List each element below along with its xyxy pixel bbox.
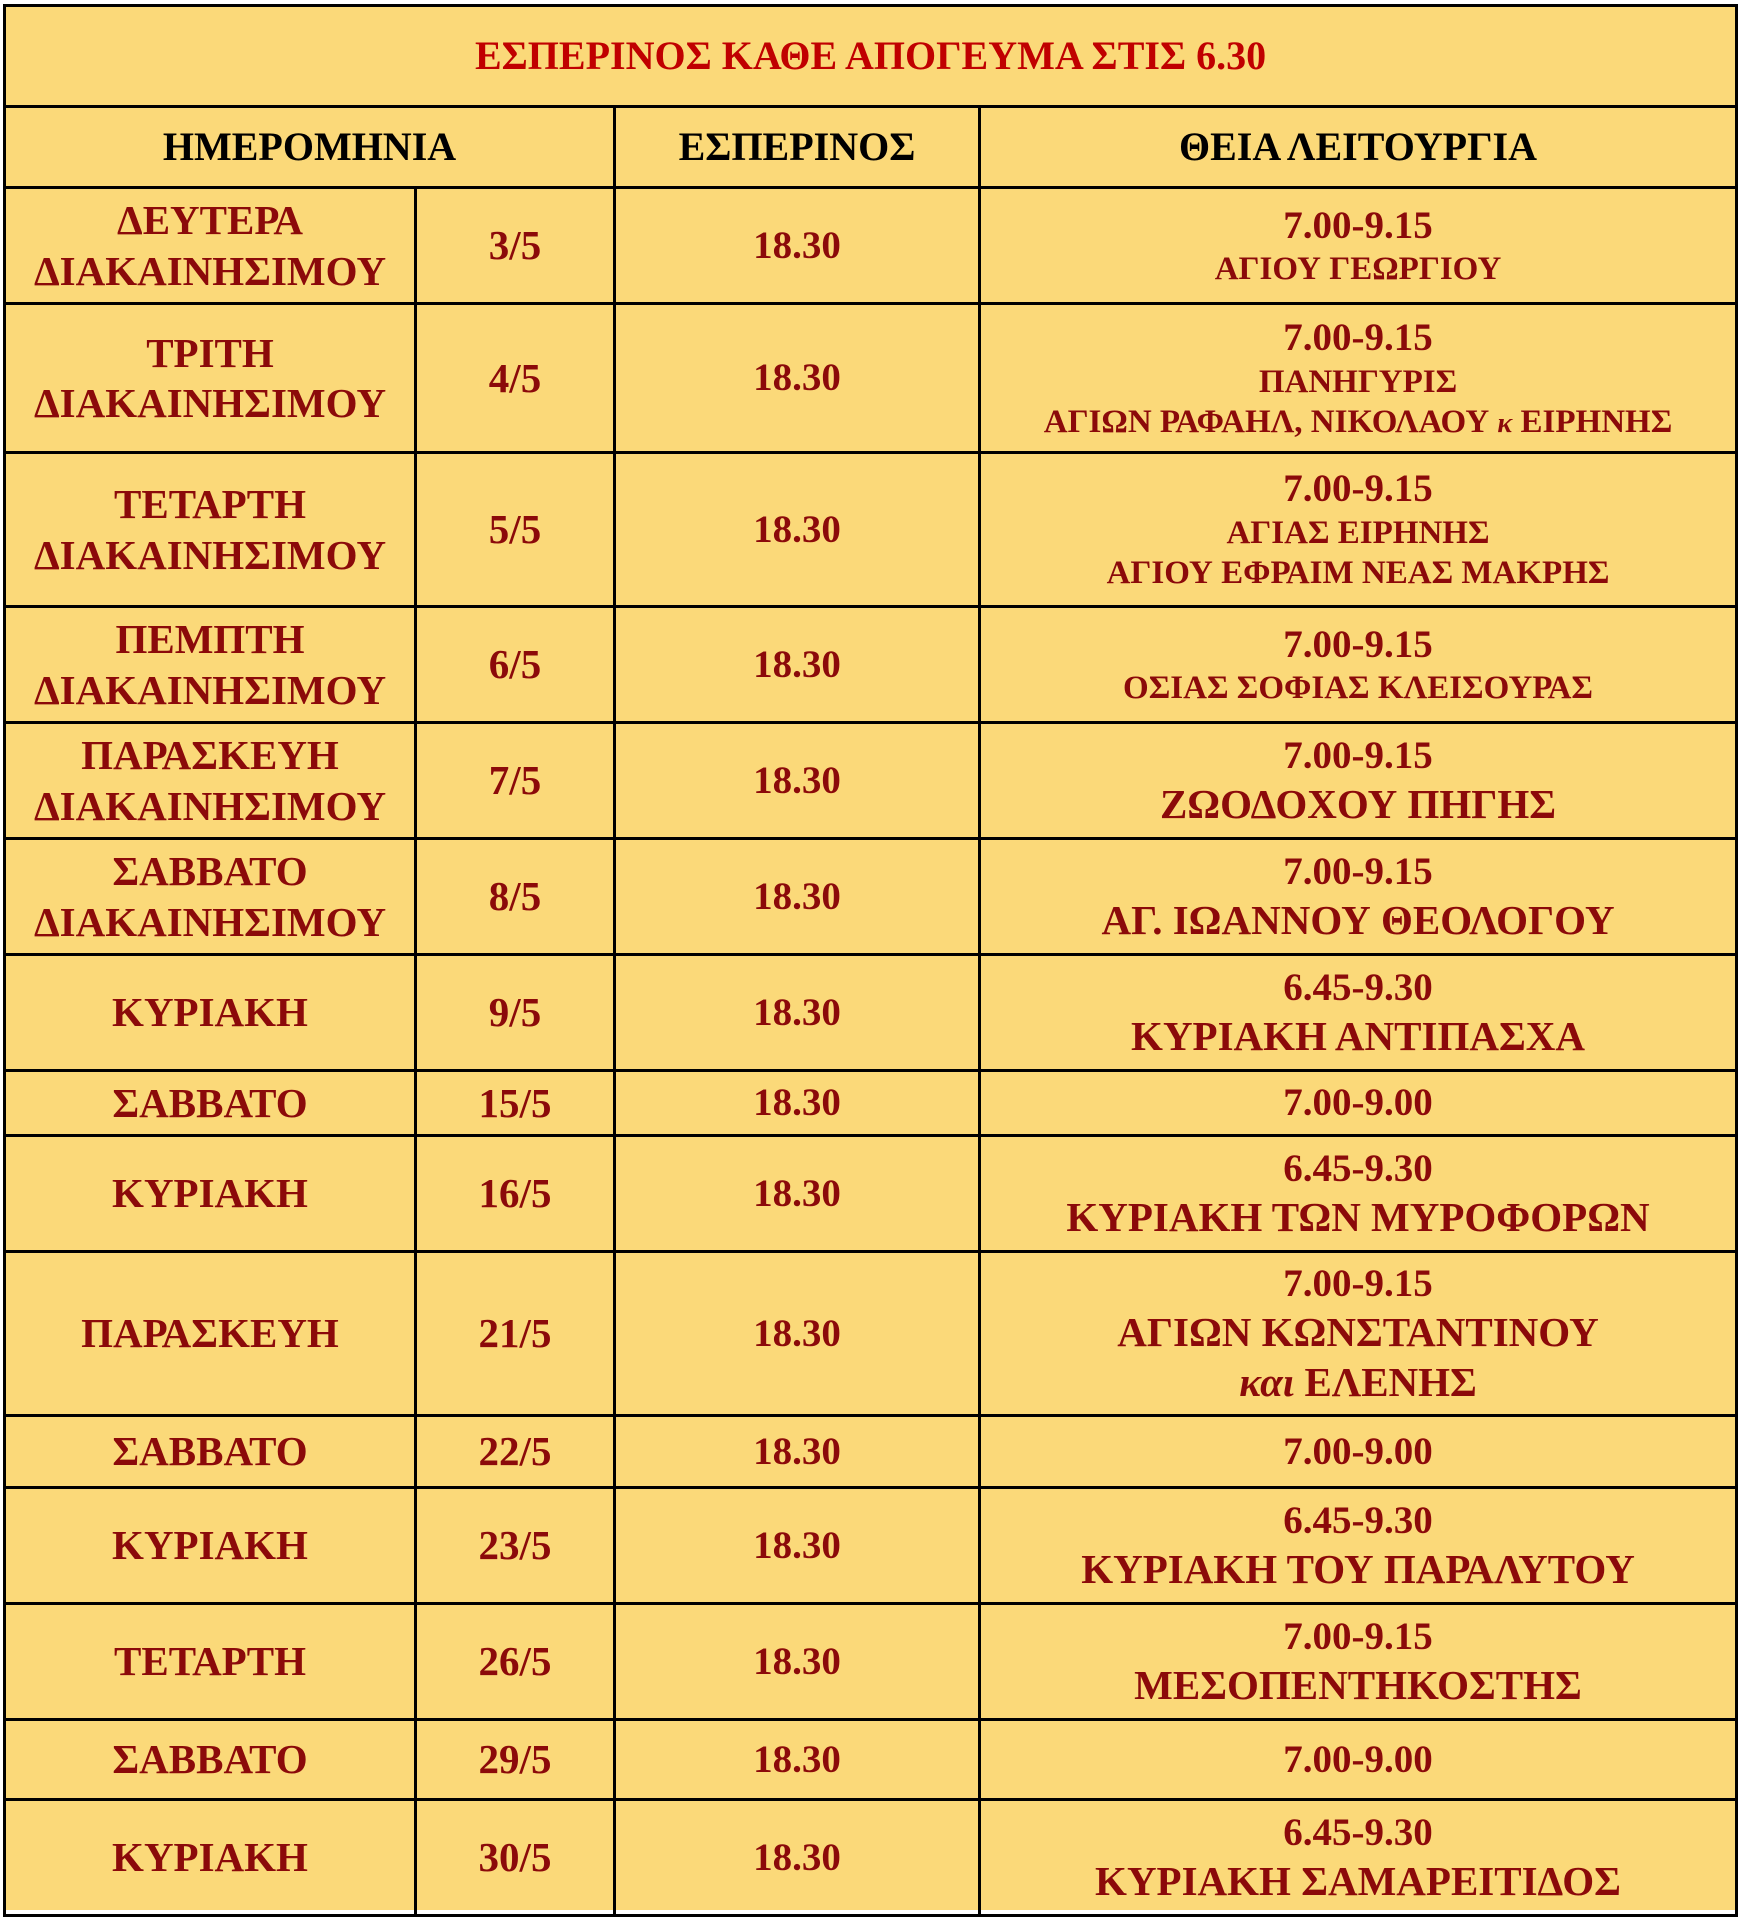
header-vespers: ΕΣΠΕΡΙΝΟΣ (615, 107, 980, 188)
liturgy-time: 7.00-9.15 (1283, 849, 1433, 893)
vespers-time-cell: 18.30 (615, 1604, 980, 1720)
date-cell: 8/5 (416, 839, 615, 955)
vespers-time-cell: 18.30 (615, 1071, 980, 1136)
day-cell (5, 1488, 416, 1604)
day-name: ΤΡΙΤΗ (146, 329, 274, 376)
date-cell: 7/5 (416, 723, 615, 839)
date-cell: 5/5 (416, 453, 615, 607)
liturgy-cell (980, 839, 1737, 955)
liturgy-cell (980, 188, 1737, 304)
liturgy-cell (980, 1252, 1737, 1416)
day-name: ΚΥΡΙΑΚΗ (112, 1170, 308, 1217)
table-row (5, 304, 1737, 453)
liturgy-feast: ΚΥΡΙΑΚΗ ΑΝΤΙΠΑΣΧΑ (1131, 1013, 1585, 1060)
date-cell: 9/5 (416, 955, 615, 1071)
liturgy-cell (980, 1800, 1737, 1916)
date-cell: 3/5 (416, 188, 615, 304)
day-name: ΚΥΡΙΑΚΗ (112, 989, 308, 1036)
liturgy-time: 6.45-9.30 (1283, 1810, 1433, 1854)
liturgy-cell (980, 1604, 1737, 1720)
vespers-time-cell: 18.30 (615, 607, 980, 723)
day-name: ΠΕΜΠΤΗ (115, 616, 305, 663)
liturgy-feast: ΠΑΝΗΓΥΡΙΣ (1258, 363, 1458, 400)
liturgy-cell (980, 1488, 1737, 1604)
liturgy-cell (980, 304, 1737, 453)
schedule-table (3, 4, 1738, 1917)
table-row (5, 188, 1737, 304)
day-cell (5, 188, 416, 304)
liturgy-time: 7.00-9.00 (1283, 1429, 1433, 1473)
liturgy-feast: ΑΓΙΩΝ ΚΩΝΣΤΑΝΤΙΝΟΥ (1117, 1309, 1599, 1356)
liturgy-time: 7.00-9.15 (1283, 1261, 1433, 1305)
date-cell: 15/5 (416, 1071, 615, 1136)
liturgy-time: 6.45-9.30 (1283, 1498, 1433, 1542)
liturgy-time: 7.00-9.15 (1283, 467, 1433, 511)
liturgy-time: 7.00-9.15 (1283, 315, 1433, 359)
header-date: ΗΜΕΡΟΜΗΝΙΑ (5, 107, 615, 188)
vespers-time-cell: 18.30 (615, 1252, 980, 1416)
liturgy-cell (980, 607, 1737, 723)
vespers-time-cell: 18.30 (615, 1800, 980, 1916)
day-name: ΣΑΒΒΑΤΟ (112, 1079, 308, 1126)
header-liturgy: ΘΕΙΑ ΛΕΙΤΟΥΡΓΙΑ (980, 107, 1737, 188)
table-row (5, 839, 1737, 955)
day-cell (5, 1071, 416, 1136)
day-cell (5, 1800, 416, 1916)
day-name: ΠΑΡΑΣΚΕΥΗ (81, 732, 339, 779)
day-cell (5, 304, 416, 453)
day-name: ΣΑΒΒΑΤΟ (112, 1736, 308, 1783)
day-cell (5, 839, 416, 955)
table-row (5, 1071, 1737, 1136)
day-cell (5, 1136, 416, 1252)
vespers-time-cell: 18.30 (615, 304, 980, 453)
vespers-time-cell: 18.30 (615, 1136, 980, 1252)
feast-text: ΕΛΕΝΗΣ (1294, 1359, 1477, 1406)
day-cell (5, 453, 416, 607)
feast-text: ΕΙΡΗΝΗΣ (1512, 403, 1673, 440)
table-row (5, 1252, 1737, 1416)
table-row (5, 453, 1737, 607)
day-name: ΣΑΒΒΑΤΟ (112, 848, 308, 895)
day-cell (5, 607, 416, 723)
liturgy-time: 7.00-9.00 (1283, 1737, 1433, 1781)
vespers-time-cell: 18.30 (615, 839, 980, 955)
day-name: ΣΑΒΒΑΤΟ (112, 1428, 308, 1475)
liturgy-time: 6.45-9.30 (1283, 1146, 1433, 1190)
conjunction-text: κ (1497, 407, 1513, 439)
feast-text: ΑΓΙΩΝ ΡΑΦΑΗΛ, ΝΙΚΟΛΑΟΥ (1043, 403, 1498, 440)
liturgy-feast-extra (987, 402, 1729, 442)
date-cell: 21/5 (416, 1252, 615, 1416)
day-qualifier: ΔΙΑΚΑΙΝΗΣΙΜΟΥ (33, 782, 387, 829)
day-cell (5, 955, 416, 1071)
day-name: ΔΕΥΤΕΡΑ (117, 197, 303, 244)
table-row (5, 723, 1737, 839)
title-row (5, 6, 1737, 107)
day-qualifier: ΔΙΑΚΑΙΝΗΣΙΜΟΥ (33, 531, 387, 578)
header-row (5, 107, 1737, 188)
vespers-time-cell: 18.30 (615, 955, 980, 1071)
day-cell (5, 1252, 416, 1416)
table-row (5, 1720, 1737, 1800)
table-row (5, 1604, 1737, 1720)
table-row (5, 1488, 1737, 1604)
day-cell (5, 1604, 416, 1720)
day-name: ΚΥΡΙΑΚΗ (112, 1522, 308, 1569)
liturgy-feast: ΟΣΙΑΣ ΣΟΦΙΑΣ ΚΛΕΙΣΟΥΡΑΣ (1123, 670, 1593, 707)
liturgy-cell (980, 955, 1737, 1071)
liturgy-cell (980, 723, 1737, 839)
day-name: ΠΑΡΑΣΚΕΥΗ (81, 1310, 339, 1357)
liturgy-feast: ΚΥΡΙΑΚΗ ΣΑΜΑΡΕΙΤΙΔΟΣ (1095, 1858, 1621, 1905)
liturgy-feast-extra (987, 1357, 1729, 1407)
table-row (5, 607, 1737, 723)
liturgy-time: 6.45-9.30 (1283, 965, 1433, 1009)
table-row (5, 1136, 1737, 1252)
day-qualifier: ΔΙΑΚΑΙΝΗΣΙΜΟΥ (33, 380, 387, 426)
date-cell: 6/5 (416, 607, 615, 723)
liturgy-cell (980, 453, 1737, 607)
day-name: ΚΥΡΙΑΚΗ (112, 1834, 308, 1881)
day-qualifier: ΔΙΑΚΑΙΝΗΣΙΜΟΥ (33, 898, 387, 945)
liturgy-feast: ΜΕΣΟΠΕΝΤΗΚΟΣΤΗΣ (1134, 1662, 1582, 1709)
vespers-time-cell: 18.30 (615, 453, 980, 607)
date-cell: 23/5 (416, 1488, 615, 1604)
conjunction-text: και (1239, 1359, 1295, 1406)
date-cell: 26/5 (416, 1604, 615, 1720)
liturgy-feast: ΖΩΟΔΟΧΟΥ ΠΗΓΗΣ (1159, 781, 1557, 828)
date-cell: 29/5 (416, 1720, 615, 1800)
vespers-time-cell: 18.30 (615, 188, 980, 304)
schedule-sheet (3, 4, 1735, 1910)
liturgy-feast: ΑΓ. ΙΩΑΝΝΟΥ ΘΕΟΛΟΓΟΥ (1101, 897, 1615, 944)
liturgy-feast: ΑΓΙΑΣ ΕΙΡΗΝΗΣ (1226, 515, 1490, 552)
day-qualifier: ΔΙΑΚΑΙΝΗΣΙΜΟΥ (33, 666, 387, 713)
day-qualifier: ΔΙΑΚΑΙΝΗΣΙΜΟΥ (33, 247, 387, 294)
liturgy-feast: ΚΥΡΙΑΚΗ ΤΩΝ ΜΥΡΟΦΟΡΩΝ (1066, 1194, 1650, 1241)
liturgy-cell (980, 1071, 1737, 1136)
liturgy-feast-extra: ΑΓΙΟΥ ΕΦΡΑΙΜ ΝΕΑΣ ΜΑΚΡΗΣ (1106, 555, 1610, 592)
vespers-time-cell: 18.30 (615, 723, 980, 839)
liturgy-time: 7.00-9.15 (1283, 203, 1433, 247)
day-name: ΤΕΤΑΡΤΗ (114, 1638, 306, 1685)
vespers-time-cell: 18.30 (615, 1720, 980, 1800)
date-cell: 16/5 (416, 1136, 615, 1252)
liturgy-feast: ΑΓΙΟΥ ΓΕΩΡΓΙΟΥ (1214, 251, 1502, 288)
liturgy-cell (980, 1720, 1737, 1800)
date-cell: 22/5 (416, 1416, 615, 1488)
liturgy-cell (980, 1416, 1737, 1488)
date-cell: 4/5 (416, 304, 615, 453)
date-cell: 30/5 (416, 1800, 615, 1916)
table-row (5, 955, 1737, 1071)
day-cell (5, 1720, 416, 1800)
liturgy-time: 7.00-9.15 (1283, 622, 1433, 666)
day-cell (5, 723, 416, 839)
day-name: ΤΕΤΑΡΤΗ (114, 481, 306, 528)
liturgy-time: 7.00-9.00 (1283, 1081, 1433, 1125)
day-cell (5, 1416, 416, 1488)
liturgy-time: 7.00-9.15 (1283, 1614, 1433, 1658)
vespers-time-cell: 18.30 (615, 1488, 980, 1604)
liturgy-cell (980, 1136, 1737, 1252)
page-title: ΕΣΠΕΡΙΝΟΣ ΚΑΘΕ ΑΠΟΓΕΥΜΑ ΣΤΙΣ 6.30 (5, 6, 1737, 107)
table-row (5, 1800, 1737, 1916)
liturgy-time: 7.00-9.15 (1283, 733, 1433, 777)
vespers-time-cell: 18.30 (615, 1416, 980, 1488)
table-row (5, 1416, 1737, 1488)
liturgy-feast: ΚΥΡΙΑΚΗ ΤΟΥ ΠΑΡΑΛΥΤΟΥ (1081, 1546, 1635, 1593)
